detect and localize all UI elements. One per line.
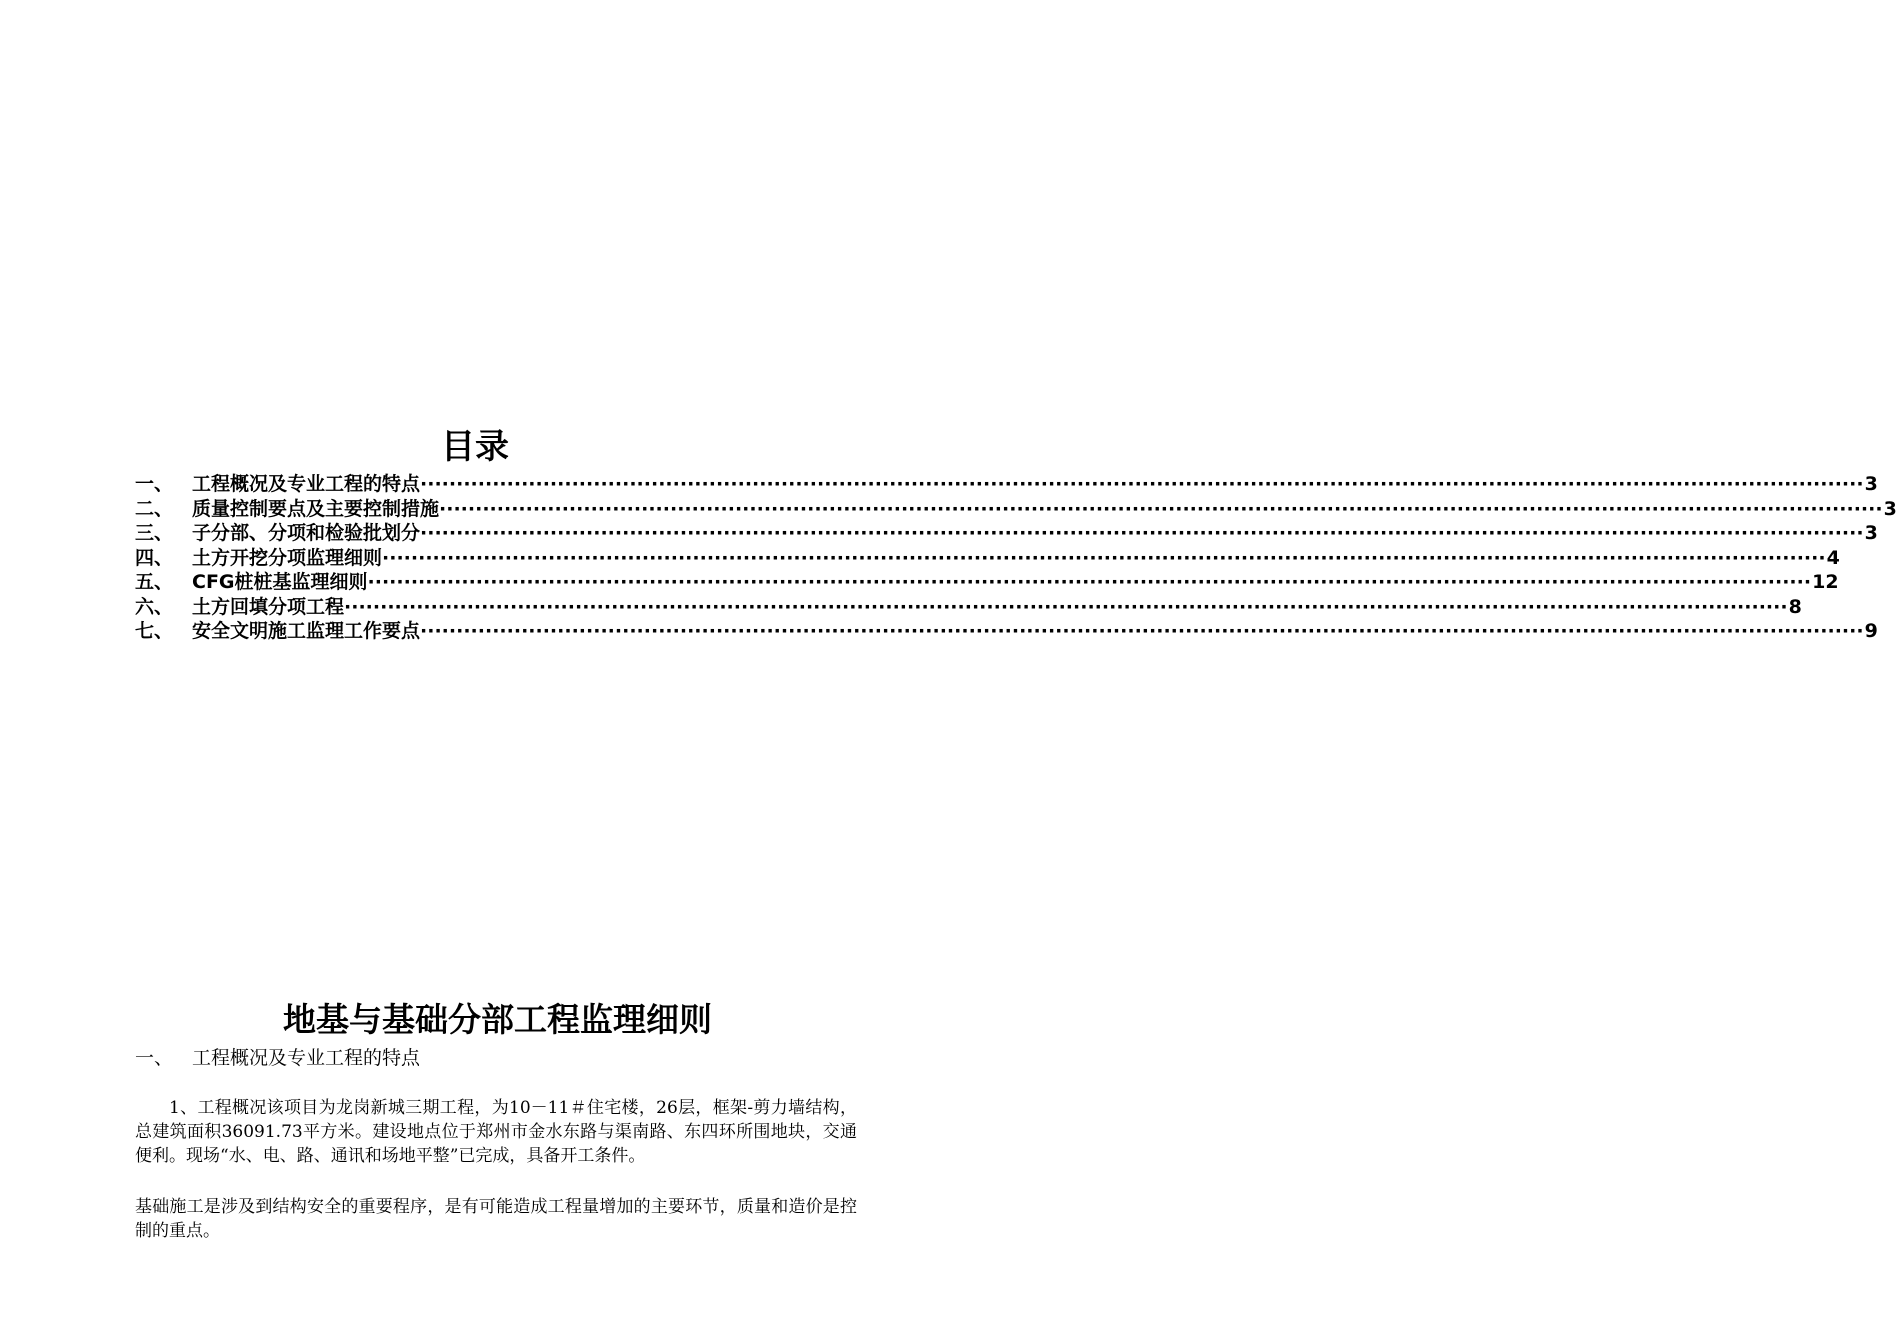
toc-entry-title: 工程概况及专业工程的特点 — [192, 473, 421, 495]
toc-leader-dots: ········································································································································································································ — [382, 546, 1826, 569]
toc-entry[interactable] — [135, 472, 1878, 497]
paragraph-foundation-importance: 基础施工是涉及到结构安全的重要程序，是有可能造成工程量增加的主要环节，质量和造价是控制的重点。 — [135, 1197, 857, 1241]
section-heading-text: 工程概况及专业工程的特点 — [192, 1047, 421, 1069]
toc-leader-dots: ········································································································································································································ — [367, 571, 1812, 593]
toc-entry[interactable] — [135, 546, 1840, 571]
toc-entry-number: 一、 — [135, 473, 174, 495]
section-number: 一、 — [135, 1047, 174, 1069]
toc-leader-dots: ········································································································································································································ — [420, 620, 1864, 642]
toc-entry-title: 土方回填分项工程 — [192, 595, 345, 618]
toc-entry-title: CFG桩桩基监理细则 — [192, 571, 368, 593]
toc-entry[interactable] — [135, 497, 1897, 522]
table-of-contents — [135, 472, 1897, 644]
toc-entry-page: 3 — [1864, 473, 1878, 495]
toc-entry-page: 3 — [1883, 497, 1897, 520]
toc-entry-page: 9 — [1864, 620, 1878, 642]
toc-leader-dots: ········································································································································································································ — [344, 595, 1788, 618]
toc-entry[interactable] — [135, 521, 1878, 546]
toc-leader-dots: ········································································································································································································ — [439, 497, 1883, 520]
toc-entry[interactable] — [135, 570, 1839, 595]
toc-entry[interactable] — [135, 595, 1802, 620]
toc-title: 目录 — [441, 427, 509, 467]
paragraph-project-overview: 1、工程概况该项目为龙岗新城三期工程，为10－11＃住宅楼，26层，框架-剪力墙结构，总建筑面积36091.73平方米。建设地点位于郑州市金水东路与渠南路、东四环所围地块，交通便利。现场“水、电、路、通讯和场地平整”已完成，具备开工条件。 — [135, 1098, 857, 1166]
toc-entry-number: 三、 — [135, 522, 174, 544]
toc-entry-page: 3 — [1864, 522, 1878, 544]
toc-entry-number: 二、 — [135, 497, 174, 520]
toc-entry-title: 子分部、分项和检验批划分 — [192, 522, 421, 544]
toc-entry[interactable] — [135, 619, 1878, 644]
section-heading — [135, 1045, 420, 1071]
toc-entry-page: 12 — [1812, 571, 1839, 593]
toc-entry-number: 七、 — [135, 620, 174, 642]
toc-entry-page: 4 — [1826, 546, 1840, 569]
toc-entry-title: 土方开挖分项监理细则 — [192, 546, 383, 569]
toc-entry-number: 六、 — [135, 595, 174, 618]
toc-entry-number: 四、 — [135, 546, 174, 569]
toc-entry-number: 五、 — [135, 571, 174, 593]
toc-entry-title: 质量控制要点及主要控制措施 — [192, 497, 440, 520]
toc-leader-dots: ········································································································································································································ — [420, 522, 1864, 544]
toc-entry-title: 安全文明施工监理工作要点 — [192, 620, 421, 642]
toc-leader-dots: ········································································································································································································ — [420, 473, 1864, 495]
document-title: 地基与基础分部工程监理细则 — [283, 1000, 712, 1039]
toc-entry-page: 8 — [1788, 595, 1802, 618]
